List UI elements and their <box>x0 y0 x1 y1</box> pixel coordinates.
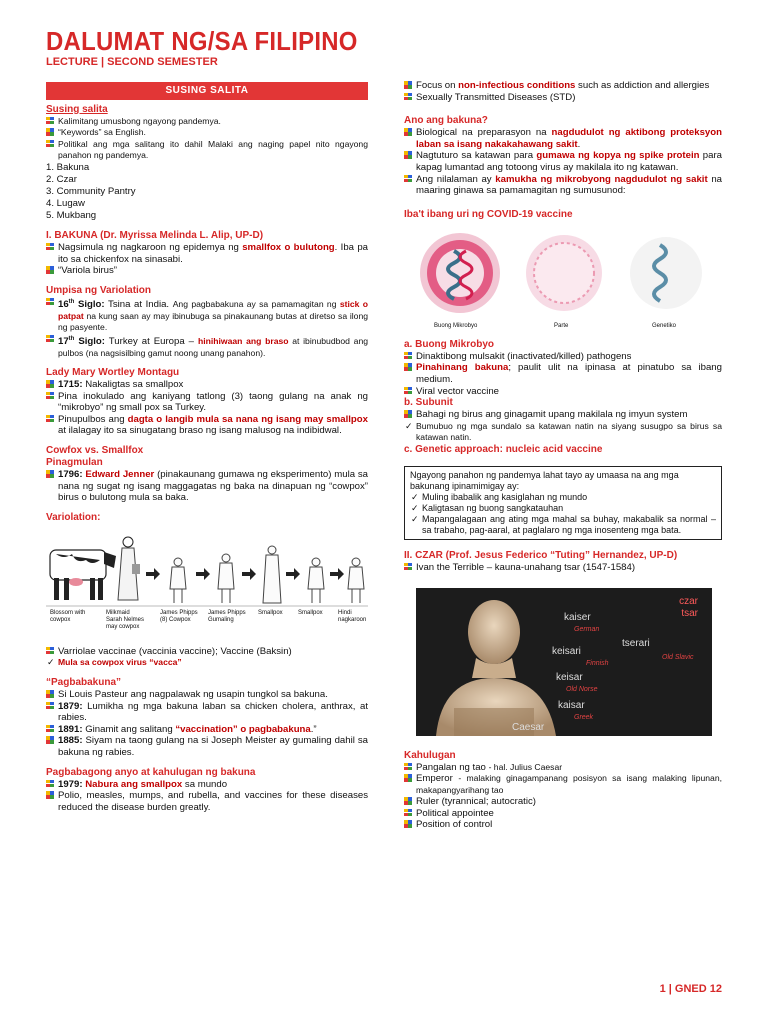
diagram-caption: Hindi nagkaroon <box>338 609 367 623</box>
virus-label: Parte <box>554 322 569 329</box>
bullet-icon <box>46 243 54 252</box>
check-icon: ✓ <box>47 657 55 668</box>
bullet-icon <box>404 809 412 818</box>
check-item: ✓ Mapangalagaan ang ating mga mahal sa buhay, makabalik sa normal – sa trabaho, pag-aaral, at paglalaro ng mga inosenteng mga bata. <box>411 513 716 535</box>
subunit-heading: b. Subunit <box>404 397 453 409</box>
photo-word-keisari: keisari <box>552 645 581 657</box>
check-item: ✓ Muling ibabalik ang kasiglahan ng mundo <box>411 491 588 502</box>
note-box <box>404 466 722 540</box>
bullet: Biological na preparasyon na nagdudulot ng aktibong proteksyon laban sa isang nakakahawang sakit. <box>404 127 722 150</box>
photo-word-greek: Greek <box>574 713 594 721</box>
lady-mary-heading: Lady Mary Wortley Montagu <box>46 367 180 379</box>
photo-word-keisar: keisar <box>556 671 583 683</box>
bullet: Kalimitang umusbong ngayong pandemya. <box>46 116 368 128</box>
genetic-approach-heading: c. Genetic approach: nucleic acid vaccine <box>404 443 603 455</box>
pagbabakuna-heading: “Pagbabakuna” <box>46 677 122 689</box>
list-item: 2. Czar <box>46 173 77 185</box>
milkmaid-figure <box>118 537 140 600</box>
document-subtitle: LECTURE | SECOND SEMESTER <box>46 56 218 68</box>
cow-figure <box>50 550 116 600</box>
susing-salita-heading: Susing salita <box>46 103 108 115</box>
bullet: 17th Siglo: Turkey at Europa – hinihiwaan ang braso at ibinubudbod ang pulbos (na nagsisilbing gamut noong unang panahon). <box>46 334 368 359</box>
bullet: Ang nilalaman ay kamukha ng mikrobyong nagdudulot ng sakit na maaring ginawa sa pamamagitan ng sumusunod: <box>404 174 722 197</box>
pagbabago-heading: Pagbabagong anyo at kahulugan ng bakuna <box>46 766 256 778</box>
bullet: 1879: Lumikha ng mga bakuna laban sa chicken cholera, anthrax, at rabies. <box>46 701 368 724</box>
bullet-icon <box>46 702 54 711</box>
bullet: “Variola birus” <box>46 265 368 277</box>
bullet: 1715: Nakaligtas sa smallpox <box>46 379 368 391</box>
bullet-icon <box>46 128 54 137</box>
bullet: Sexually Transmitted Diseases (STD) <box>404 92 722 104</box>
bullet: Ivan the Terrible – kauna-unahang tsar (1547-1584) <box>404 562 722 574</box>
photo-word-oldnorse: Old Norse <box>566 685 598 693</box>
umpisa-heading: Umpisa ng Variolation <box>46 284 152 296</box>
right-column <box>404 80 722 831</box>
bullet-icon <box>46 690 54 699</box>
bullet: Si Louis Pasteur ang nagpalawak ng usapin tungkol sa bakuna. <box>46 689 368 701</box>
bullet-icon <box>46 392 54 401</box>
bullet: 16th Siglo: Tsina at India. Ang pagbabakuna ay sa pamamagitan ng stick o patpat na kung saan ay may ibinubuga sa pinakaunang butas at diretso sa ilong ng pasyente. <box>46 297 368 334</box>
bullet-icon <box>46 140 54 149</box>
genetic-icon <box>630 237 702 309</box>
bullet-icon <box>404 410 412 419</box>
bullet: Nagtuturo sa katawan para gumawa ng kopya ng spike protein para kapag lumantad ang totoong virus ay makilala ito ng katawan. <box>404 150 722 173</box>
bullet-icon <box>404 175 412 184</box>
bullet-icon <box>404 387 412 396</box>
bullet-icon <box>404 81 412 90</box>
bullet-icon <box>46 791 54 800</box>
bakuna-heading: I. BAKUNA (Dr. Myrissa Melinda L. Alip, UP-D) <box>46 229 264 241</box>
note-intro: Ngayong panahon ng pandemya lahat tayo ay umaasa na ang mga bakunang ipinamimigay ay: <box>410 469 679 491</box>
photo-word-tsar: tsar <box>681 607 698 619</box>
page-footer: 1 | GNED 12 <box>659 983 722 995</box>
partial-virus-icon <box>526 235 602 311</box>
bullet: Position of control <box>404 819 722 831</box>
bullet: Pina inokulado ang kaniyang tatlong (3) taong gulang na anak ng “mikrobyo” ng small pox sa Turkey. <box>46 391 368 414</box>
photo-word-kaiser: kaiser <box>564 611 591 623</box>
virus-label: Genetiko <box>652 322 677 329</box>
ano-ang-bakuna-heading: Ano ang bakuna? <box>404 115 488 127</box>
list-item: 3. Community Pantry <box>46 185 136 197</box>
check-icon: ✓ <box>411 513 419 524</box>
check-icon: ✓ <box>411 502 419 513</box>
bullet: Politikal ang mga salitang ito dahil Malaki ang naging papel nito ngayong panahon ng pandemya. <box>46 139 368 162</box>
cowfox-heading: Cowfox vs. Smallfox <box>46 445 144 457</box>
bullet-icon <box>46 298 54 307</box>
photo-word-caesar: Caesar <box>512 721 545 733</box>
bullet: 1796: Edward Jenner (pinakaunang gumawa ng eksperimento) mula sa nana ng sugat ng isang maggagatas ng baka na dinapuan ng “cowpox” birus o bulutong mula sa baka. <box>46 469 368 504</box>
buong-mikrobyo-heading: a. Buong Mikrobyo <box>404 338 494 350</box>
variolation-diagram <box>46 528 368 646</box>
diagram-caption: Blossom with cowpox <box>50 609 86 623</box>
pinagmulan-heading: Pinagmulan <box>46 457 103 469</box>
variolation-illustration <box>46 528 368 646</box>
bullet: 1885: Siyam na taong gulang na si Joseph Meister ay gumaling dahil sa bakuna ng rabies. <box>46 735 368 758</box>
keyword-list <box>46 162 368 222</box>
czar-heading: II. CZAR (Prof. Jesus Federico “Tuting” Hernandez, UP-D) <box>404 549 678 561</box>
bullet-icon <box>404 820 412 829</box>
bullet: Polio, measles, mumps, and rubella, and vaccines for these diseases reduced the disease burden greatly. <box>46 790 368 813</box>
diagram-caption: Milkmaid Sarah Nelmes may cowpox <box>106 609 145 630</box>
photo-word-kaisar: kaisar <box>558 699 585 711</box>
bullet-icon <box>404 363 412 372</box>
bullet-icon <box>46 117 54 126</box>
left-column <box>46 82 368 813</box>
bullet-icon <box>404 563 412 572</box>
bullet: Pinupulbos ang dagta o langib mula sa nana ng isang may smallpox at ilalagay ito sa sinugatang braso ng isang malusog na indibidwal. <box>46 414 368 437</box>
bullet: Dinaktibong mulsakit (inactivated/killed) pathogens <box>404 351 722 363</box>
check-item: ✓ Mula sa cowpox virus “vacca” <box>47 657 182 668</box>
check-icon: ✓ <box>411 491 419 502</box>
caesar-photo <box>416 588 712 736</box>
bullet: Ruler (tyrannical; autocratic) <box>404 796 722 808</box>
check-item: ✓ Bumubuo ng mga sundalo sa katawan natin na siyang susugpo sa birus sa katawan natin. <box>405 420 722 443</box>
bullet-icon <box>404 763 412 772</box>
document-title: DALUMAT NG/SA FILIPINO <box>46 26 358 56</box>
photo-word-oldslavic: Old Slavic <box>662 653 694 661</box>
bullet-icon <box>46 266 54 275</box>
bullet: Pinahinang bakuna; paulit ulit na ipinasa at pinatubo sa ibang medium. <box>404 362 722 385</box>
diagram-caption: Smallpox <box>258 609 283 616</box>
bullet-icon <box>404 151 412 160</box>
check-icon: ✓ <box>405 420 413 431</box>
list-item: 5. Mukbang <box>46 209 97 221</box>
photo-word-german: German <box>574 625 600 633</box>
list-item: 4. Lugaw <box>46 197 85 209</box>
bullet: Emperor - malaking ginagampanang posisyon sa isang malaking lipunan, makapangyarihang tao <box>404 773 722 796</box>
bullet-icon <box>404 128 412 137</box>
bullet-icon <box>46 736 54 745</box>
virus-label: Buong Mikrobyo <box>434 322 478 329</box>
covid-vaccine-heading: Iba't ibang uri ng COVID-19 vaccine <box>404 208 573 220</box>
check-item: ✓ Kaligtasan ng buong sangkatauhan <box>411 502 564 513</box>
photo-word-tserari: tserari <box>622 637 650 649</box>
bullet-icon <box>46 335 54 344</box>
bullet-icon <box>46 780 54 789</box>
bullet-icon <box>46 380 54 389</box>
bullet: “Keywords” sa English. <box>46 127 368 139</box>
bullet-icon <box>404 352 412 361</box>
bullet: Nagsimula ng nagkaroon ng epidemya ng smallfox o bulutong. Iba pa ito sa chickenfox na sinasabi. <box>46 242 368 265</box>
diagram-caption: Smallpox <box>298 609 323 616</box>
bullet-icon <box>46 470 54 479</box>
bullet-icon <box>404 797 412 806</box>
kahulugan-heading: Kahulugan <box>404 749 456 761</box>
bullet: Viral vector vaccine <box>404 386 722 398</box>
photo-word-finnish: Finnish <box>586 659 609 667</box>
diagram-caption: James Phipps Gumaling <box>208 609 246 623</box>
bullet: Bahagi ng birus ang ginagamit upang makilala ng imyun system <box>404 409 722 421</box>
vaccine-types-figure <box>404 221 722 339</box>
bullet: Pangalan ng tao - hal. Julius Caesar <box>404 762 722 774</box>
bullet-icon <box>404 774 412 783</box>
bullet: 1979: Nabura ang smallpox sa mundo <box>46 779 368 791</box>
bullet-icon <box>46 415 54 424</box>
photo-word-czar: czar <box>679 595 698 607</box>
whole-virus-icon <box>420 233 500 313</box>
bullet: Varriolae vaccinae (vaccinia vaccine); Vaccine (Baksin) <box>46 646 368 658</box>
bullet-icon <box>404 93 412 102</box>
bullet: Political appointee <box>404 808 722 820</box>
diagram-caption: James Phipps (8) Cowpox <box>160 609 198 623</box>
section-banner: SUSING SALITA <box>46 82 368 100</box>
bullet: 1891: Ginamit ang salitang “vaccination” o pagbabakuna.” <box>46 724 368 736</box>
bullet: Focus on non-infectious conditions such as addiction and allergies <box>404 80 722 92</box>
bullet-icon <box>46 647 54 656</box>
bullet-icon <box>46 725 54 734</box>
variolation-heading: Variolation: <box>46 511 101 523</box>
list-item: 1. Bakuna <box>46 161 90 173</box>
